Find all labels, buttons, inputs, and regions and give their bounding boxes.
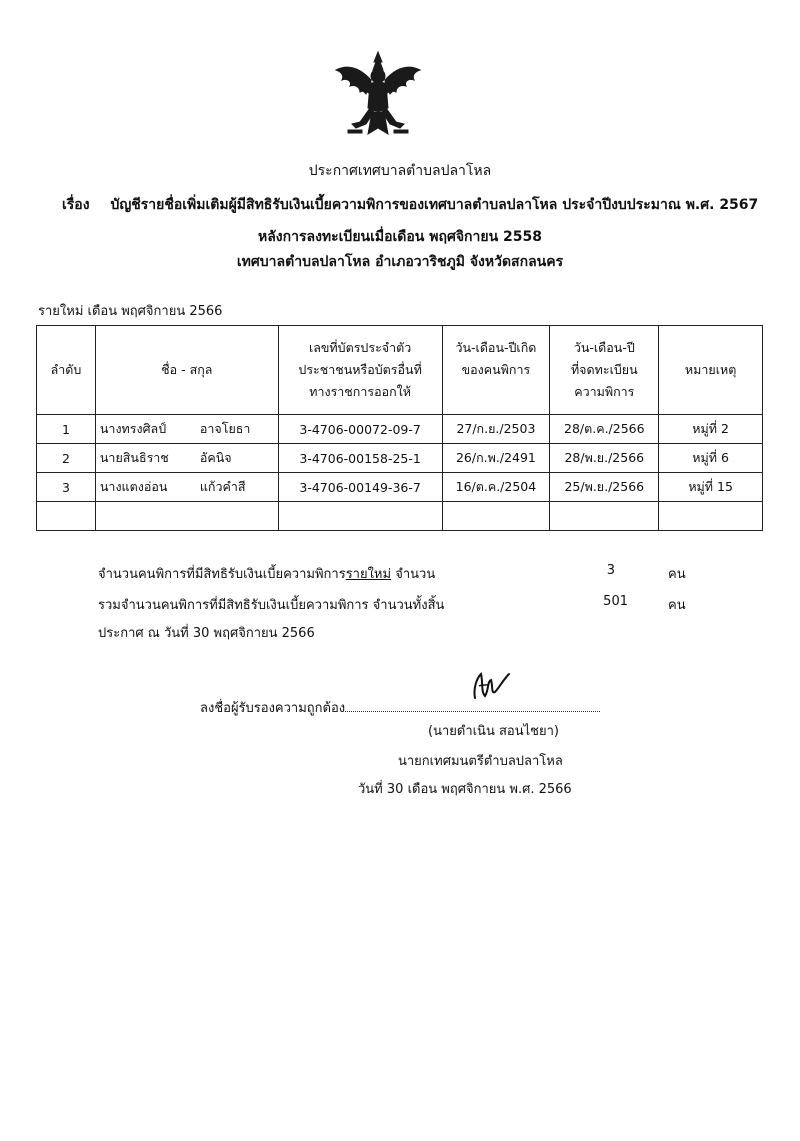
header-name: ชื่อ - สกุล — [95, 326, 278, 415]
subject-label: เรื่อง — [62, 197, 90, 213]
header-no: ลำดับ — [37, 326, 96, 415]
header-reg-line2: ที่จดทะเบียน — [570, 362, 638, 377]
cell-birth: 27/ก.ย./2503 — [442, 415, 550, 444]
table-row — [37, 473, 763, 502]
cell-id: 3-4706-00149-36-7 — [278, 473, 442, 502]
signer-position: นายกเทศมนตรีตำบลปลาโหล — [398, 754, 563, 769]
table-row — [37, 415, 763, 444]
summary-line1-suffix: จำนวน — [391, 567, 436, 582]
cell-registered: 28/ต.ค./2566 — [550, 415, 659, 444]
cell-birth: 16/ต.ค./2504 — [442, 473, 550, 502]
handwritten-signature-icon — [465, 668, 515, 704]
header-id-line3: ทางราชการออกให้ — [309, 384, 412, 399]
header-reg-line3: ความพิการ — [574, 384, 635, 399]
header-id-line2: ประชาชนหรือบัตรอื่นที่ — [298, 362, 422, 377]
cell-remark: หมู่ที่ 6 — [659, 444, 763, 473]
cell-registered: 25/พ.ย./2566 — [550, 473, 659, 502]
table-row — [37, 444, 763, 473]
table-header-row — [37, 326, 763, 415]
cell-name — [95, 444, 278, 473]
cell-name — [95, 415, 278, 444]
header-id — [278, 326, 442, 415]
cell-no: 3 — [37, 473, 96, 502]
announcement-title: ประกาศเทศบาลตำบลปลาโหล — [308, 163, 492, 179]
header-registered — [550, 326, 659, 415]
summary-new-count-value: 3 — [606, 563, 615, 578]
cell-first-name: นายสินธิราช — [99, 450, 169, 465]
cell-registered: 28/พ.ย./2566 — [550, 444, 659, 473]
cell-birth: 26/ก.พ./2491 — [442, 444, 550, 473]
table-row-empty — [37, 502, 763, 531]
summary-new-count-label — [98, 563, 435, 584]
cell-no: 2 — [37, 444, 96, 473]
header-birth-line2: ของคนพิการ — [461, 362, 531, 377]
subject-line-3: เทศบาลตำบลปลาโหล อำเภอวาริชภูมิ จังหวัดสกลนคร — [236, 254, 564, 270]
cell-last-name: อัคนิจ — [199, 450, 232, 465]
cell-first-name: นางทรงศิลป์ — [99, 421, 167, 436]
new-list-label: รายใหม่ เดือน พฤศจิกายน 2566 — [38, 304, 223, 319]
signer-name: (นายดำเนิน สอนไชยา) — [428, 724, 559, 739]
garuda-emblem-icon — [330, 50, 426, 140]
summary-line1-prefix: จำนวนคนพิการที่มีสิทธิรับเงินเบี้ยความพิการ — [98, 567, 346, 582]
header-id-line1: เลขที่บัตรประจำตัว — [308, 340, 412, 355]
cell-name — [95, 473, 278, 502]
summary-total-value: 501 — [603, 594, 628, 609]
cell-last-name: แก้วคำสี — [199, 479, 246, 494]
sign-line — [200, 697, 600, 718]
cell-remark: หมู่ที่ 2 — [659, 415, 763, 444]
sign-label: ลงชื่อผู้รับรองความถูกต้อง — [200, 701, 346, 716]
cell-no: 1 — [37, 415, 96, 444]
subject-text: บัญชีรายชื่อเพิ่มเติมผู้มีสิทธิรับเงินเบี้ยความพิการของเทศบาลตำบลปลาโหล ประจำปีงบประมาณ พ.ศ. 2567 — [110, 197, 759, 213]
beneficiary-table — [36, 325, 763, 531]
cell-id: 3-4706-00158-25-1 — [278, 444, 442, 473]
announce-date: ประกาศ ณ วันที่ 30 พฤศจิกายน 2566 — [98, 626, 315, 641]
cell-id: 3-4706-00072-09-7 — [278, 415, 442, 444]
header-birth-line1: วัน-เดือน-ปีเกิด — [455, 340, 537, 355]
summary-new-count-unit: คน — [668, 567, 686, 582]
cell-last-name: อาจโยธา — [199, 421, 251, 436]
summary-total-unit: คน — [668, 598, 686, 613]
header-reg-line1: วัน-เดือน-ปี — [573, 340, 635, 355]
subject-line-2: หลังการลงทะเบียนเมื่อเดือน พฤศจิกายน 2558 — [257, 229, 542, 245]
sign-date: วันที่ 30 เดือน พฤศจิกายน พ.ศ. 2566 — [358, 782, 572, 797]
summary-total-label: รวมจำนวนคนพิการที่มีสิทธิรับเงินเบี้ยความพิการ จำนวนทั้งสิ้น — [98, 598, 445, 613]
header-remark: หมายเหตุ — [659, 326, 763, 415]
header-birth — [442, 326, 550, 415]
subject-line — [62, 194, 758, 216]
summary-line1-underlined: รายใหม่ — [345, 567, 392, 582]
cell-first-name: นางแตงอ่อน — [99, 479, 168, 494]
cell-remark: หมู่ที่ 15 — [659, 473, 763, 502]
